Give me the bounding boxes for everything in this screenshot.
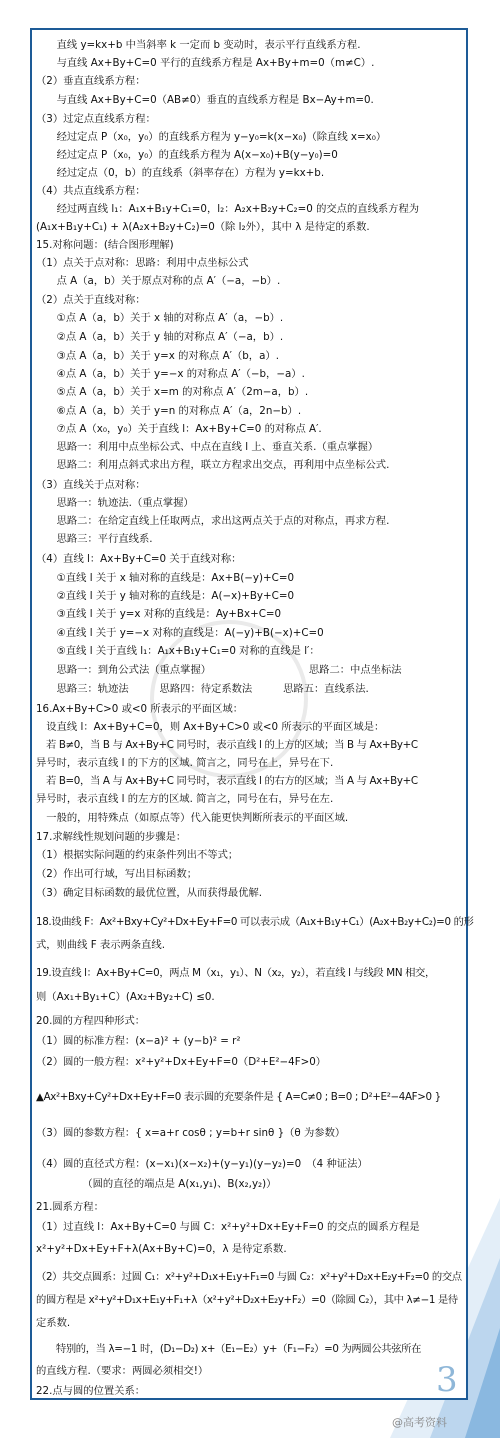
text-line: ⑦点 A（x₀，y₀）关于直线 l：Ax+By+C=0 的对称点 A′. [36, 423, 322, 435]
text-line: x²+y²+Dx+Ey+F+λ(Ax+By+C)=0，λ 是待定系数. [36, 1243, 287, 1255]
text-line: ③点 A（a，b）关于 y=x 的对称点 A′（b，a）. [36, 350, 279, 362]
text-line: 21.圆系方程： [36, 1201, 104, 1213]
text-line: 一般的，用特殊点（如原点等）代入能更快判断所表示的平面区域. [36, 812, 349, 824]
text-line: 设直线 l：Ax+By+C=0，则 Ax+By+C>0 或<0 所表示的平面区域是： [36, 721, 385, 733]
text-line: 16.Ax+By+C>0 或<0 所表示的平面区域： [36, 703, 243, 715]
text-line: ④直线 l 关于 y=−x 对称的直线是：A(−y)+B(−x)+C=0 [36, 627, 324, 639]
text-line: 若 B=0，当 A 与 Ax+By+C 同号时，表示直线 l 的右方的区域；当 A 与 Ax+By+C [36, 775, 418, 787]
text-line: （2）点关于直线对称： [36, 294, 146, 306]
text-line: ⑥点 A（a，b）关于 y=n 的对称点 A′（a，2n−b）. [36, 405, 302, 417]
text-line: 经过定点 P（x₀，y₀）的直线系方程为 A(x−x₀)+B(y−y₀)=0 [36, 149, 338, 161]
text-line: ③直线 l 关于 y=x 对称的直线是：Ay+Bx+C=0 [36, 608, 282, 620]
text-line: ②点 A（a，b）关于 y 轴的对称点 A′（−a，b）. [36, 331, 284, 343]
text-line: 异号时，表示直线 l 的左方的区域. 简言之，同号在右，异号在左. [36, 793, 334, 805]
text-line: 15.对称问题：(结合图形理解) [36, 239, 174, 251]
text-line: （4）圆的直径式方程：(x−x₁)(x−x₂)+(y−y₁)(y−y₂)=0 （4 种证法） [36, 1158, 368, 1170]
text-line: （3）过定点直线系方程： [36, 113, 156, 125]
text-line: （1）点关于点对称：思路：利用中点坐标公式 [36, 257, 249, 269]
page-number: 3 [436, 1360, 458, 1400]
text-line: 若 B≠0，当 B 与 Ax+By+C 同号时，表示直线 l 的上方的区域；当 B 与 Ax+By+C [36, 739, 418, 751]
text-line: 思路一：到角公式法（重点掌握） 思路二：中点坐标法 [36, 664, 402, 676]
text-line: ▲Ax²+Bxy+Cy²+Dx+Ey+F=0 表示圆的充要条件是 { A=C≠0 ; B=0 ; D²+E²−4AF>0 } [36, 1091, 441, 1103]
text-line: 则（Ax₁+By₁+C）(Ax₂+By₂+C) ≤0. [36, 991, 215, 1003]
text-line: 点 A（a，b）关于原点对称的点 A′（−a，−b）. [36, 275, 281, 287]
text-line: （4）直线 l：Ax+By+C=0 关于直线对称： [36, 553, 242, 565]
text-line: 经过定点 P（x₀，y₀）的直线系方程为 y−y₀=k(x−x₀)（除直线 x=x₀） [36, 131, 387, 143]
text-line: 思路三：轨迹法 思路四：待定系数法 思路五：直线系法. [36, 683, 369, 695]
text-line: 的圆方程是 x²+y²+D₁x+E₁y+F₁+λ（x²+y²+D₂x+E₂y+F₂）=0（除圆 C₂），其中 λ≠−1 是待 [36, 1294, 458, 1306]
text-line: 的直线方程.（要求：两圆必须相交!） [36, 1365, 209, 1377]
text-line: （1）根据实际问题的约束条件列出不等式； [36, 849, 239, 861]
text-line: ⑤点 A（a，b）关于 x=m 的对称点 A′（2m−a，b）. [36, 386, 309, 398]
text-line: （4）共点直线系方程： [36, 185, 146, 197]
text-line: 19.设直线 l：Ax+By+C=0，两点 M（x₁，y₁）、N（x₂，y₂），若直线 l 与线段 MN 相交， [36, 967, 435, 979]
text-line: (A₁x+B₁y+C₁) + λ(A₂x+B₂y+C₂)=0（除 l₂外），其中 λ 是待定的系数. [36, 221, 370, 233]
text-line: 思路一：利用中点坐标公式、中点在直线 l 上、垂直关系.（重点掌握） [36, 441, 379, 453]
text-line: 经过定点（0，b）的直线系（斜率存在）方程为 y=kx+b. [36, 167, 325, 179]
text-line: 异号时，表示直线 l 的下方的区域. 简言之，同号在上，异号在下. [36, 757, 334, 769]
text-line: （2）作出可行域，写出目标函数； [36, 868, 198, 880]
text-line: 定系数. [36, 1317, 71, 1329]
text-line: （1）圆的标准方程：(x−a)² + (y−b)² = r² [36, 1035, 241, 1047]
weibo-watermark: @高考资料 [392, 1416, 447, 1429]
text-line: ①直线 l 关于 x 轴对称的直线是：Ax+B(−y)+C=0 [36, 572, 295, 584]
text-line: 思路二：在给定直线上任取两点，求出这两点关于点的对称点，再求方程. [36, 515, 390, 527]
text-line: ⑤直线 l 关于直线 l₁：A₁x+B₁y+C₁=0 对称的直线是 l′： [36, 645, 320, 657]
text-line: （3）确定目标函数的最优位置，从而获得最优解. [36, 887, 263, 899]
text-line: 20.圆的方程四种形式： [36, 1015, 146, 1027]
text-line: 式，则曲线 F 表示两条直线. [36, 939, 166, 951]
text-line: 思路三：平行直线系. [36, 533, 153, 545]
text-line: ①点 A（a，b）关于 x 轴的对称点 A′（a，−b）. [36, 312, 284, 324]
text-line: 18.设曲线 F：Ax²+Bxy+Cy²+Dx+Ey+F=0 可以表示成（A₁x+B₁y+C₁）(A₂x+B₂y+C₂)=0 的形 [36, 916, 474, 928]
text-line: （1）过直线 l：Ax+By+C=0 与圆 C：x²+y²+Dx+Ey+F=0 的交点的圆系方程是 [36, 1221, 420, 1233]
text-line: 与直线 Ax+By+C=0 平行的直线系方程是 Ax+By+m=0（m≠C）. [36, 57, 375, 69]
text-line: （2）共交点圆系：过圆 C₁：x²+y²+D₁x+E₁y+F₁=0 与圆 C₂：x²+y²+D₂x+E₂y+F₂=0 的交点 [36, 1271, 462, 1283]
text-line: 特别的，当 λ=−1 时，(D₁−D₂) x+（E₁−E₂）y+（F₁−F₂）=0 为两圆公共弦所在 [36, 1343, 422, 1355]
text-line: 22.点与圆的位置关系： [36, 1385, 146, 1397]
text-line: ④点 A（a，b）关于 y=−x 的对称点 A′（−b，−a）. [36, 368, 305, 380]
text-line: 直线 y=kx+b 中当斜率 k 一定而 b 变动时，表示平行直线系方程. [36, 39, 361, 51]
text-line: （3）直线关于点对称： [36, 479, 146, 491]
text-line: （2）圆的一般方程：x²+y²+Dx+Ey+F=0（D²+E²−4F>0） [36, 1056, 327, 1068]
text-line: 经过两直线 l₁：A₁x+B₁y+C₁=0，l₂：A₂x+B₂y+C₂=0 的交点的直线系方程为 [36, 203, 420, 215]
text-line: （2）垂直直线系方程： [36, 75, 146, 87]
text-line: ②直线 l 关于 y 轴对称的直线是：A(−x)+By+C=0 [36, 590, 295, 602]
text-line: （3）圆的参数方程：{ x=a+r cosθ ; y=b+r sinθ }（θ 为参数） [36, 1127, 346, 1139]
text-line: 思路二：利用点斜式求出方程，联立方程求出交点，再利用中点坐标公式. [36, 459, 390, 471]
text-line: 思路一：轨迹法.（重点掌握） [36, 497, 194, 509]
text-line: （圆的直径的端点是 A(x₁,y₁)、B(x₂,y₂)） [36, 1178, 277, 1190]
text-line: 与直线 Ax+By+C=0（AB≠0）垂直的直线系方程是 Bx−Ay+m=0. [36, 94, 374, 106]
text-line: 17.求解线性规划问题的步骤是： [36, 831, 187, 843]
